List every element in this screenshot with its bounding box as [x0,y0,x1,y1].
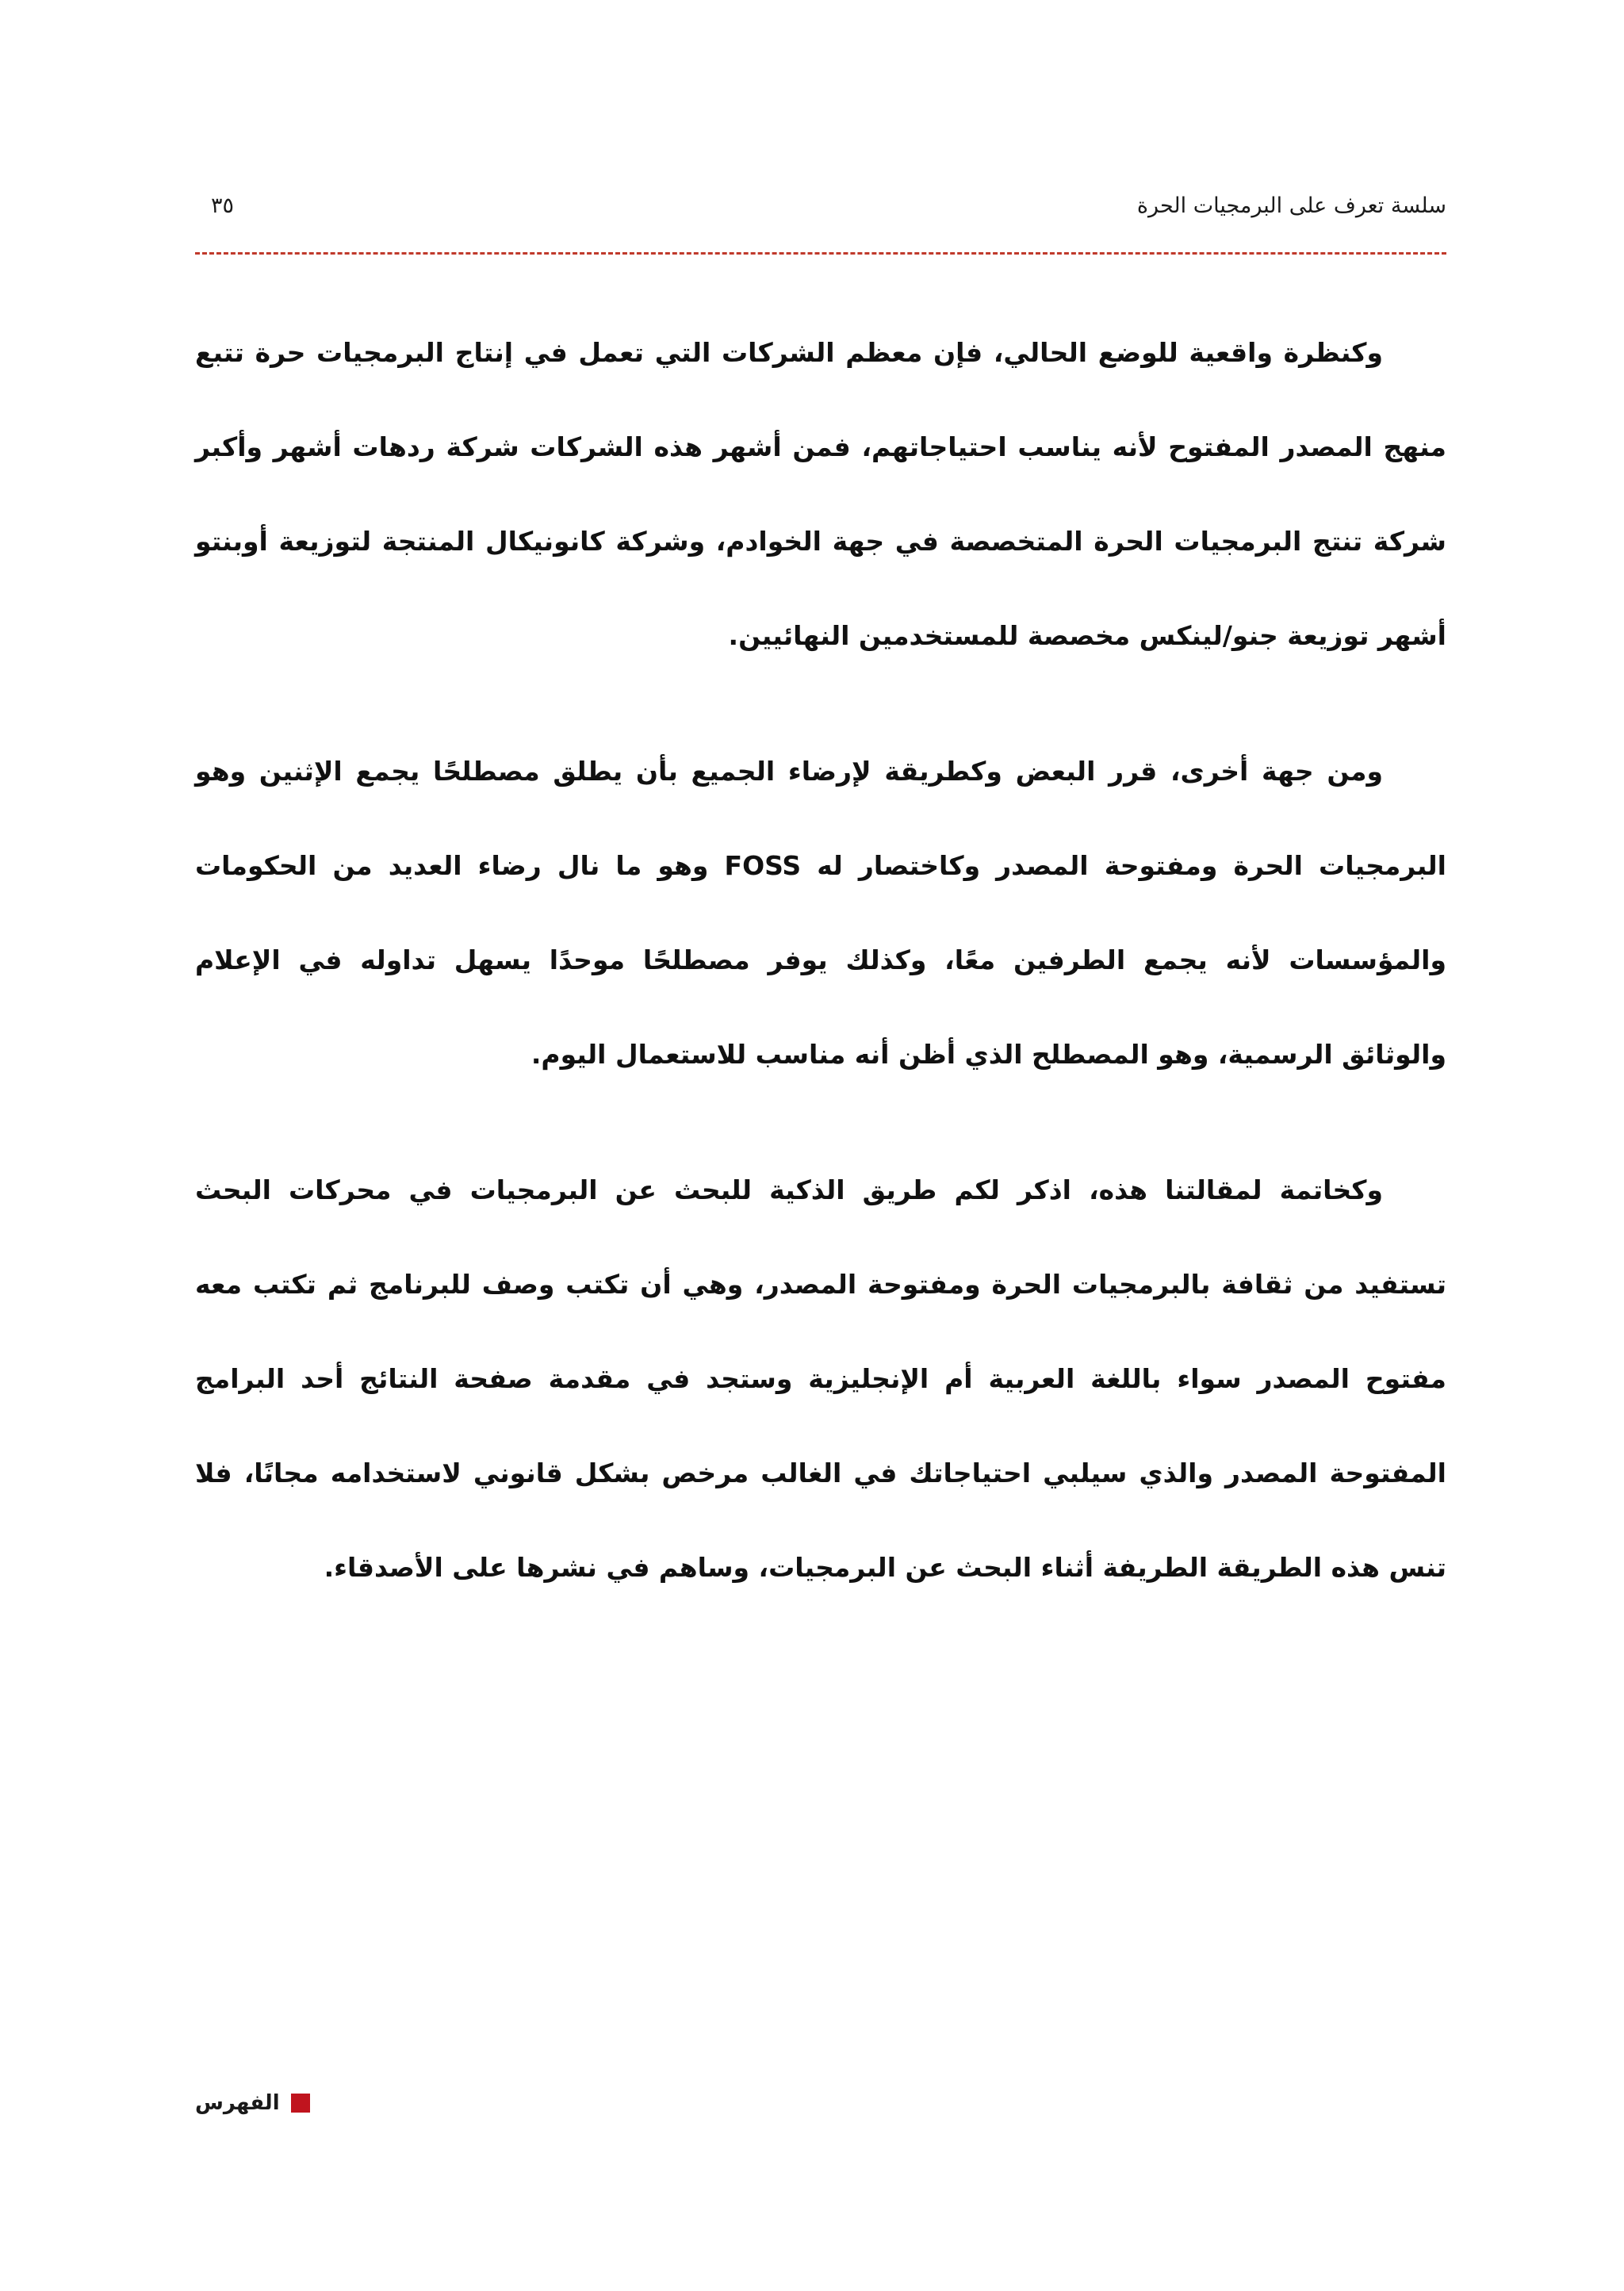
page-number: ٣٥ [211,193,235,218]
paragraph-2: ومن جهة أخرى، قرر البعض وكطريقة لإرضاء الجميع بأن يطلق مصطلحًا يجمع الإثنين وهو البرمجيات الحرة ومفتوحة المصدر وكاختصار له FOSS وهو ما نال رضاء العديد من الحكومات والمؤسسات لأنه يجمع الطرفين معًا، وكذلك يوفر مصطلحًا موحدًا يسهل تداوله في الإعلام والوثائق الرسمية، وهو المصطلح الذي أظن أنه مناسب للاستعمال اليوم. [195,756,1446,1070]
paragraph-1: وكنظرة واقعية للوضع الحالي، فإن معظم الشركات التي تعمل في إنتاج البرمجيات حرة تتبع منهج المصدر المفتوح لأنه يناسب احتياجاتهم، فمن أشهر هذه الشركات شركة ردهات أشهر وأكبر شركة تنتج البرمجيات الحرة المتخصصة في جهة الخوادم، وشركة كانونيكال المنتجة لتوزيعة أوبنتو أشهر توزيعة جنو/لينكس مخصصة للمستخدمين النهائيين. [195,337,1446,651]
header-divider [195,252,1446,255]
index-link[interactable] [195,2087,310,2119]
series-title: سلسة تعرف على البرمجيات الحرة [1136,193,1446,218]
square-bullet-icon [291,2094,310,2113]
article-body [195,305,1446,1656]
paragraph-3: وكخاتمة لمقالتنا هذه، اذكر لكم طريق الذكية للبحث عن البرمجيات في محركات البحث تستفيد من ثقافة بالبرمجيات الحرة ومفتوحة المصدر، وهي أن تكتب وصف للبرنامج ثم تكتب معه مفتوح المصدر سواء باللغة العربية أم الإنجليزية وستجد في مقدمة صفحة النتائج أحد البرامج المفتوحة المصدر والذي سيلبي احتياجاتك في الغالب مرخص بشكل قانوني لاستخدامه مجانًا، فلا تنس هذه الطريقة الطريفة أثناء البحث عن البرمجيات، وساهم في نشرها على الأصدقاء. [195,1174,1446,1583]
page-header [195,190,1446,238]
index-link-label[interactable]: الفهرس [195,2091,280,2115]
